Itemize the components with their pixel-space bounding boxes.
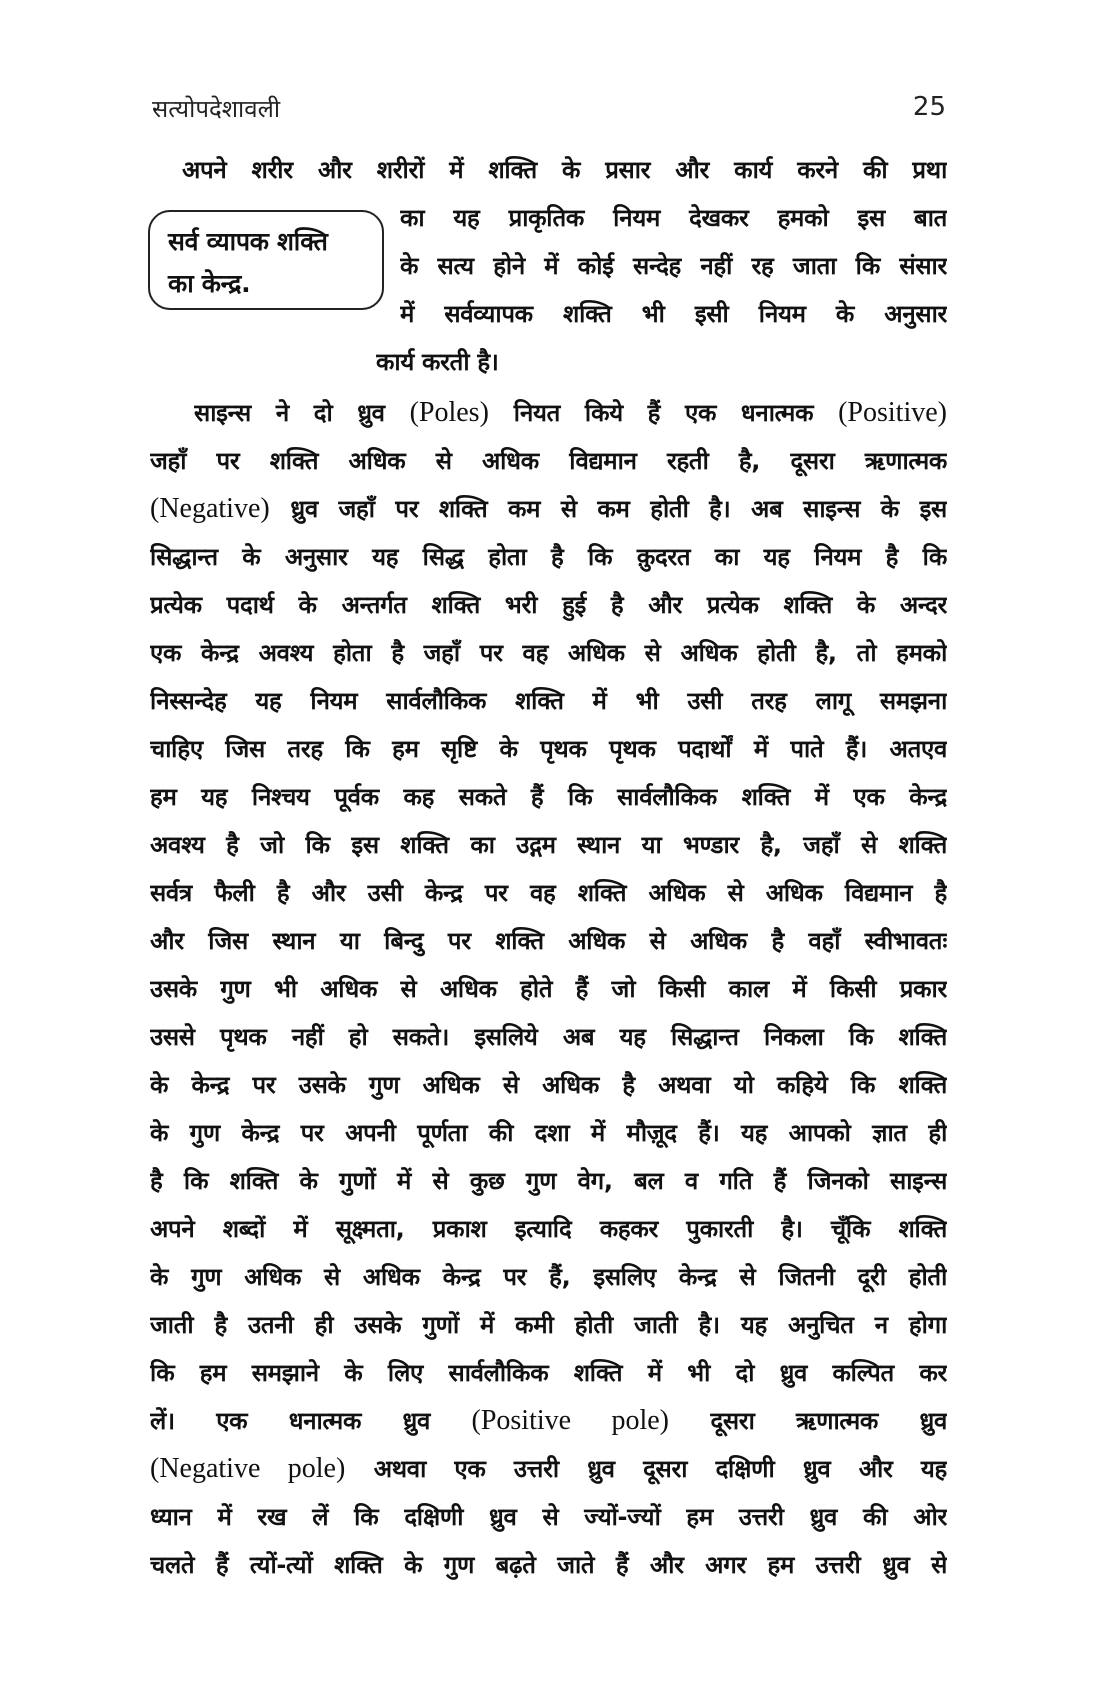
line-segment: नियत किये हैं एक धनात्मक [513,399,814,427]
paragraph-2-line-18: अपने शब्दों में सूक्ष्मता, प्रकाश इत्यादि कहकर पुकारती है। चूँकि शक्ति [150,1215,947,1243]
paragraph-2-line-16: के गुण केन्द्र पर अपनी पूर्णता की दशा में मौज़ूद हैं। यह आपको ज्ञात ही [150,1119,947,1147]
line-segment: ध्रुव जहाँ पर शक्ति कम से कम होती है। अब साइन्स के इस [290,495,947,523]
line-segment: साइन्स ने दो ध्रुव [194,399,385,427]
english-term: (Positive pole) [471,1405,669,1436]
paragraph-2-line-5: प्रत्येक पदार्थ के अन्तर्गत शक्ति भरी हुई है और प्रत्येक शक्ति के अन्दर [150,591,947,619]
paragraph-2-line-21: कि हम समझाने के लिए सार्वलौकिक शक्ति में भी दो ध्रुव कल्पित कर [150,1359,947,1387]
paragraph-2-line-2: जहाँ पर शक्ति अधिक से अधिक विद्यमान रहती है, दूसरा ऋणात्मक [150,447,947,475]
english-term: (Negative) [150,493,270,524]
paragraph-1-line-4: में सर्वव्यापक शक्ति भी इसी नियम के अनुसार [400,300,947,328]
paragraph-2-line-12: और जिस स्थान या बिन्दु पर शक्ति अधिक से अधिक है वहाँ स्वीभावतः [150,927,947,955]
paragraph-1-line-1: अपने शरीर और शरीरों में शक्ति के प्रसार और कार्य करने की प्रथा [182,156,947,184]
line-segment: लें। एक धनात्मक ध्रुव [150,1407,431,1435]
paragraph-2-line-4: सिद्धान्त के अनुसार यह सिद्ध होता है कि क़ुदरत का यह नियम है कि [150,543,947,571]
paragraph-2-line-23 [150,1446,947,1492]
side-note-line-1: सर्व व्यापक शक्ति [168,227,328,256]
paragraph-2-line-14: उससे पृथक नहीं हो सकते। इसलिये अब यह सिद्धान्त निकला कि शक्ति [150,1023,947,1051]
page-number: 25 [912,92,946,122]
paragraph-2-line-7: निस्सन्देह यह नियम सार्वलौकिक शक्ति में भी उसी तरह लागू समझना [150,687,947,715]
paragraph-2-line-1 [194,390,947,436]
paragraph-2-line-20: जाती है उतनी ही उसके गुणों में कमी होती जाती है। यह अनुचित न होगा [150,1311,947,1339]
paragraph-1-line-3: के सत्य होने में कोई सन्देह नहीं रह जाता कि संसार [400,252,947,280]
english-term: (Positive) [838,397,947,428]
paragraph-1-line-2: का यह प्राकृतिक नियम देखकर हमको इस बात [400,204,947,232]
paragraph-2-line-3 [150,486,947,532]
paragraph-2-line-10: अवश्य है जो कि इस शक्ति का उद्गम स्थान या भण्डार है, जहाँ से शक्ति [150,831,947,859]
paragraph-2-line-8: चाहिए जिस तरह कि हम सृष्टि के पृथक पृथक पदार्थों में पाते हैं। अतएव [150,735,947,763]
running-title: सत्योपदेशावली [152,95,281,123]
paragraph-1-line-5: कार्य करती है। [376,348,499,376]
paragraph-2-line-13: उसके गुण भी अधिक से अधिक होते हैं जो किसी काल में किसी प्रकार [150,975,947,1003]
paragraph-2-line-22 [150,1398,947,1444]
line-segment: अथवा एक उत्तरी ध्रुव दूसरा दक्षिणी ध्रुव और यह [373,1455,947,1483]
side-note-line-2: का केन्द्र. [168,269,251,298]
line-segment: दूसरा ऋणात्मक ध्रुव [710,1407,947,1435]
paragraph-2-line-11: सर्वत्र फैली है और उसी केन्द्र पर वह शक्ति अधिक से अधिक विद्यमान है [150,879,947,907]
paragraph-2-line-6: एक केन्द्र अवश्य होता है जहाँ पर वह अधिक से अधिक होती है, तो हमको [150,639,947,667]
paragraph-2-line-9: हम यह निश्चय पूर्वक कह सकते हैं कि सार्वलौकिक शक्ति में एक केन्द्र [150,783,947,811]
english-term: (Poles) [409,397,489,428]
paragraph-2-line-24: ध्यान में रख लें कि दक्षिणी ध्रुव से ज्यों-ज्यों हम उत्तरी ध्रुव की ओर [150,1503,947,1531]
paragraph-2-line-19: के गुण अधिक से अधिक केन्द्र पर हैं, इसलिए केन्द्र से जितनी दूरी होती [150,1263,947,1291]
english-term: (Negative pole) [150,1453,346,1484]
paragraph-2-line-15: के केन्द्र पर उसके गुण अधिक से अधिक है अथवा यो कहिये कि शक्ति [150,1071,947,1099]
side-note-box [148,210,384,310]
paragraph-2-line-25: चलते हैं त्यों-त्यों शक्ति के गुण बढ़ते जाते हैं और अगर हम उत्तरी ध्रुव से [150,1551,947,1579]
paragraph-2-line-17: है कि शक्ति के गुणों में से कुछ गुण वेग, बल व गति हैं जिनको साइन्स [150,1167,947,1195]
